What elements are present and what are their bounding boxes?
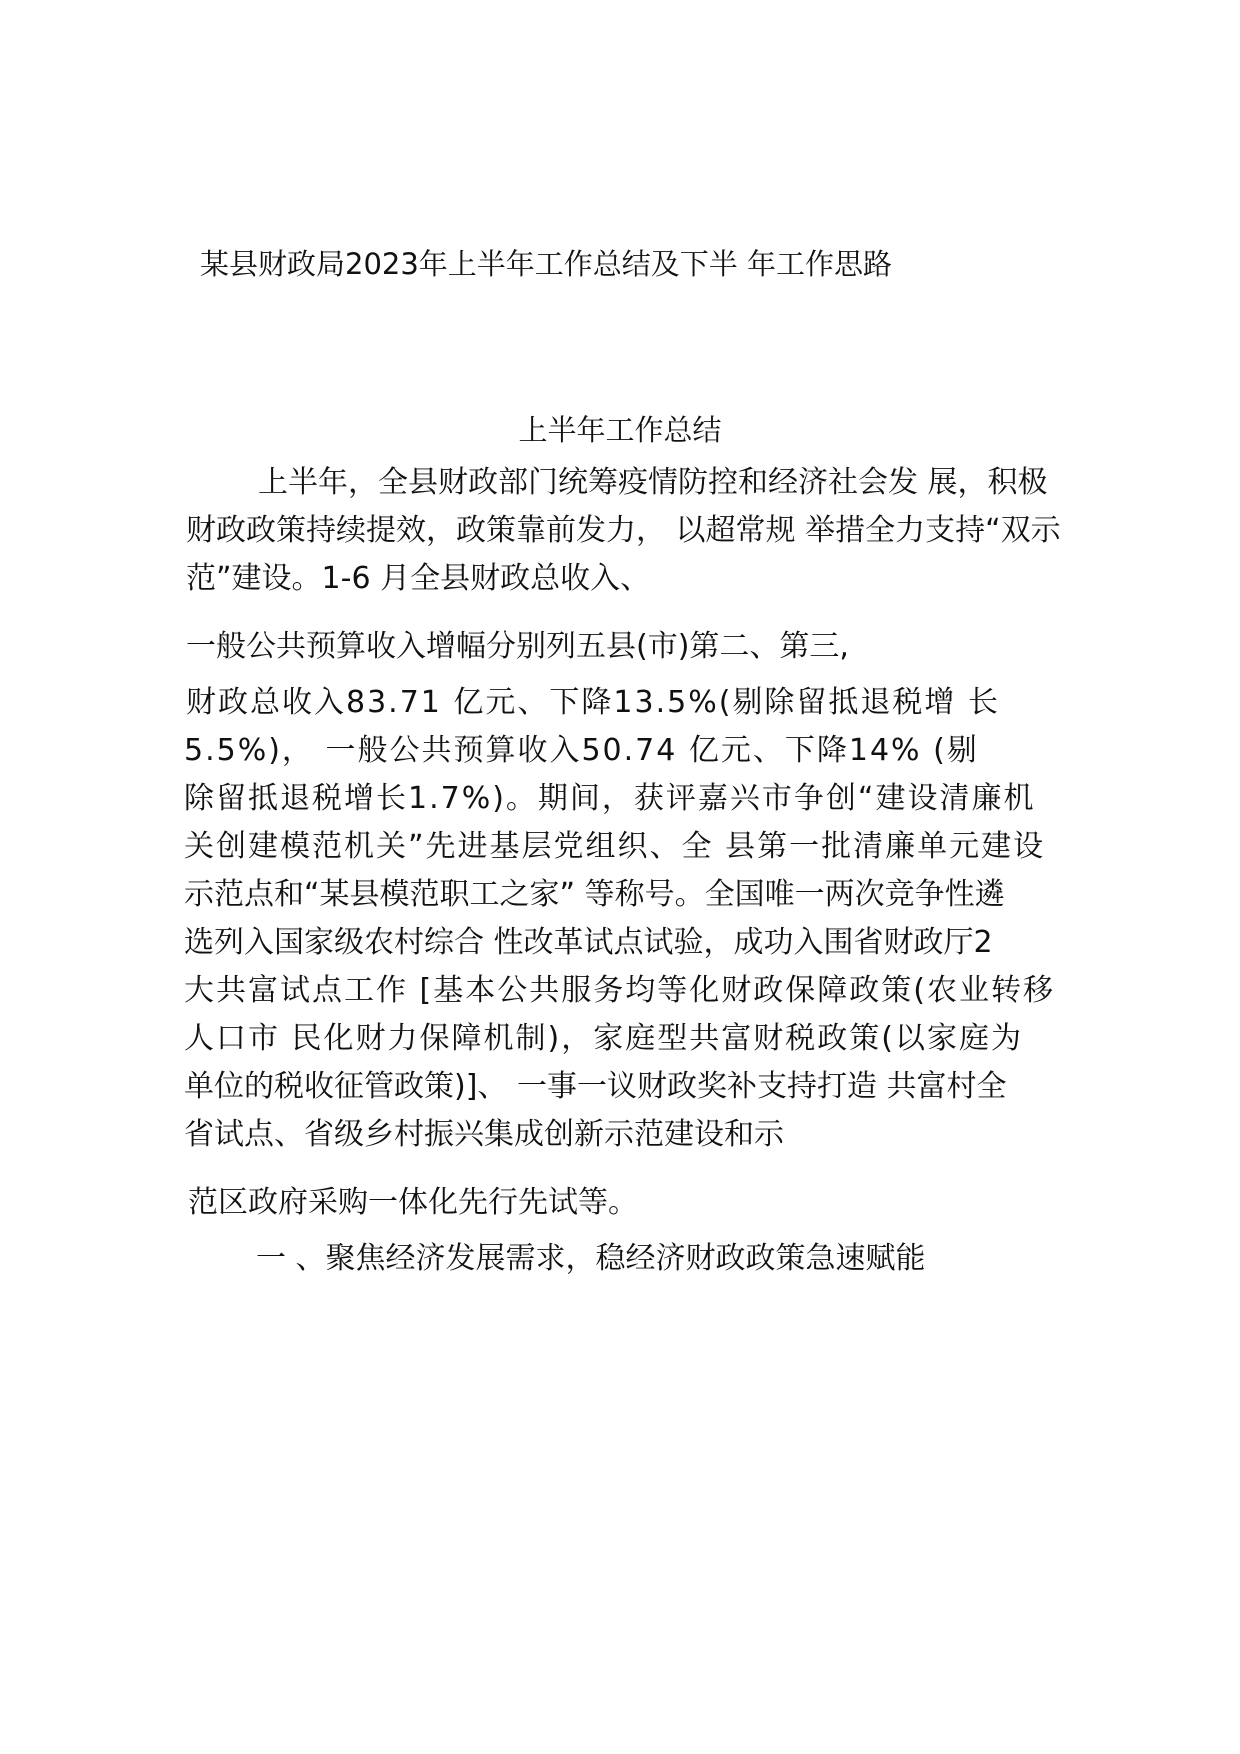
body-line: 范区政府采购一体化先行先试等。 [188,1185,638,1220]
body-line: 示范点和“某县模范职工之家” 等称号。全国唯一两次竞争性遴 [184,877,1005,912]
body-line: 省试点、省级乡村振兴集成创新示范建设和示 [184,1117,784,1152]
body-line: 人口市 民化财力保障机制)，家庭型共富财税政策(以家庭为 [184,1021,1023,1056]
body-line: 一般公共预算收入增幅分别列五县(市)第二、第三, [186,629,849,664]
body-line: 单位的税收征管政策)]、 一事一议财政奖补支持打造 共富村全 [184,1069,1007,1104]
section-subheading: 一 、聚焦经济发展需求，稳经济财政政策急速赋能 [256,1241,926,1276]
body-line: 上半年，全县财政部门统筹疫情防控和经济社会发 展，积极 [258,465,1048,500]
body-line: 关创建模范机关”先进基层党组织、全 县第一批清廉单元建设 [184,829,1046,864]
body-line: 除留抵退税增长1.7%)。期间，获评嘉兴市争创“建设清廉机 [184,781,1036,816]
body-line: 范”建设。1-6 月全县财政总收入、 [186,561,651,596]
section-heading: 上半年工作总结 [518,413,722,447]
body-line: 财政总收入83.71 亿元、下降13.5%(剔除留抵退税增 长 [186,685,1000,720]
body-line: 大共富试点工作 [基本公共服务均等化财政保障政策(农业转移 [184,973,1055,1008]
document-title: 某县财政局2023年上半年工作总结及下半 年工作思路 [200,247,893,281]
body-line: 5.5%)， 一般公共预算收入50.74 亿元、下降14% (剔 [184,733,979,768]
body-line: 财政政策持续提效，政策靠前发力， 以超常规 举措全力支持“双示 [186,513,1061,548]
body-line: 选列入国家级农村综合 性改革试点试验，成功入围省财政厅2 [184,925,993,960]
